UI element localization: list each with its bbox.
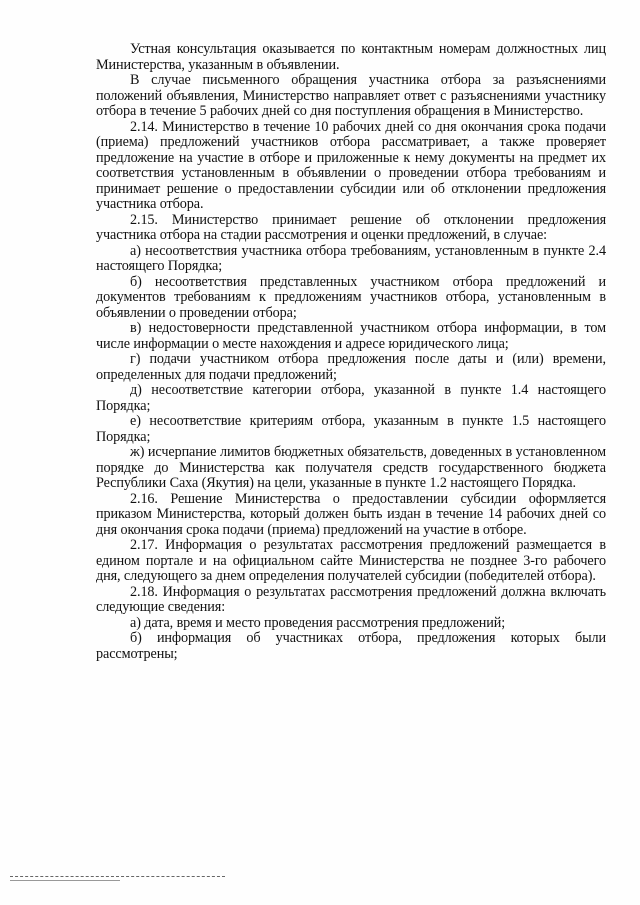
paragraph-written-request: В случае письменного обращения участника отбора за разъяснениями положений объявления, Министерство направляет ответ с разъяснениями участнику отбора в течение 5 рабочих дней со дня поступления обращения в Министерство. <box>96 72 606 119</box>
list-item-g: г) подачи участником отбора предложения после даты и (или) времени, определенных для подачи предложений; <box>96 351 606 383</box>
list-item-b: б) несоответствия представленных участником отбора предложений и документов требованиям к предложениям участников отбора, установленным в объявлении о проведении отбора; <box>96 273 606 321</box>
paragraph-2-17: 2.17. Информация о результатах рассмотрения предложений размещается в едином портале и на официальном сайте Министерства не позднее 3-го рабочего дня, следующего за днем определения получателей субсидии (победителей отбора). <box>96 537 606 584</box>
list-item-a: а) несоответствия участника отбора требованиям, установленным в пункте 2.4 настоящего Порядка; <box>96 242 606 274</box>
document-body <box>96 42 606 662</box>
paragraph-2-14: 2.14. Министерство в течение 10 рабочих дней со дня окончания срока подачи (приема) предложений участников отбора рассматривает, а также проверяет предложение на участие в отборе и приложенные к нему документы на предмет их соответствия установленным в объявлении о проведении отбора требованиям и принимает решение о предоставлении субсидии или об отклонении предложения участника отбора. <box>96 118 606 212</box>
paragraph-2-15: 2.15. Министерство принимает решение об отклонении предложения участника отбора на стадии рассмотрения и оценки предложений, в случае: <box>96 211 606 243</box>
list-item-zh: ж) исчерпание лимитов бюджетных обязательств, доведенных в установленном порядке до Министерства как получателя средств государственного бюджета Республики Саха (Якутия) на цели, указанные в пункте 1.2 настоящего Порядка. <box>96 444 606 491</box>
scan-artifact-line <box>10 876 225 877</box>
scan-artifact-line-short <box>10 880 120 881</box>
list-item-v: в) недостоверности представленной участником отбора информации, в том числе информации о месте нахождения и адресе юридического лица; <box>96 320 606 352</box>
paragraph-oral-consultation: Устная консультация оказывается по контактным номерам должностных лиц Министерства, указанным в объявлении. <box>96 41 606 73</box>
paragraph-2-16: 2.16. Решение Министерства о предоставлении субсидии оформляется приказом Министерства, который должен быть издан в течение 14 рабочих дней со дня окончания срока подачи (приема) предложений на участие в отборе. <box>96 490 606 538</box>
list-item-2-18-b: б) информация об участниках отбора, предложения которых были рассмотрены; <box>96 630 606 662</box>
list-item-e: е) несоответствие критериям отбора, указанным в пункте 1.5 настоящего Порядка; <box>96 413 606 445</box>
list-item-2-18-a: а) дата, время и место проведения рассмотрения предложений; <box>130 614 506 631</box>
paragraph-2-18: 2.18. Информация о результатах рассмотрения предложений должна включать следующие сведения: <box>96 583 606 615</box>
list-item-d: д) несоответствие категории отбора, указанной в пункте 1.4 настоящего Порядка; <box>96 382 606 414</box>
